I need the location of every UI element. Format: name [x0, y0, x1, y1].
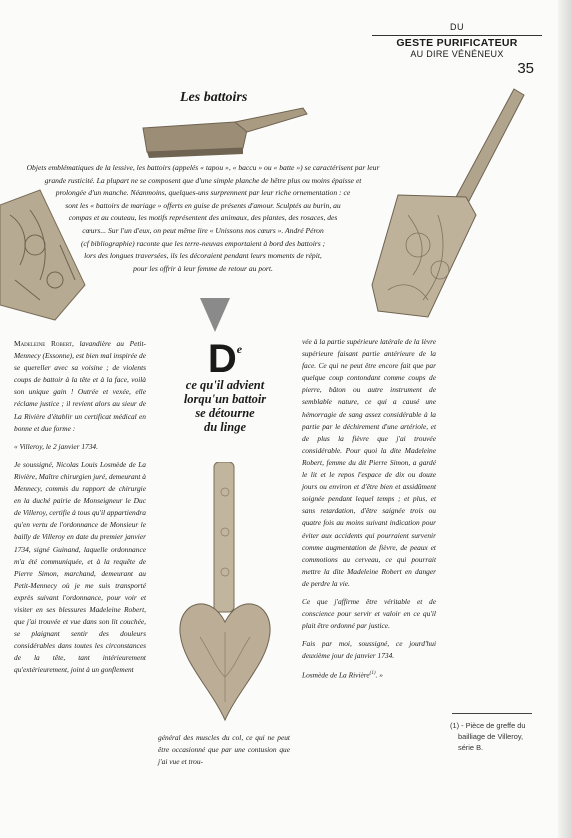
col3-signature-end: . » [375, 670, 383, 680]
footnote-ref: (1) [369, 671, 376, 677]
page-number: 35 [517, 60, 534, 77]
footnote-line-1: (1) - Pièce de greffe du [450, 721, 526, 730]
header-line-1: DU [450, 22, 464, 32]
heart-battoir-photo [170, 462, 280, 727]
footnote-line-3: série B. [458, 743, 484, 752]
intro-line: lors des longues traversées, ils les décoraient pendant leurs moments de répit, [84, 251, 322, 261]
col3-paragraph-3: Fais par moi, soussigné, ce jourd'hui deuxième jour de janvier 1734. [302, 639, 436, 661]
headline-drop-rest: e [236, 342, 243, 356]
intro-line: (cf bibliographie) raconte que les terre-neuvas emportaient à bord des battoirs ; [80, 238, 326, 248]
section-title: Les battoirs [180, 90, 248, 105]
intro-line: sont les « battoirs de mariage » offerts en guise de présents d'amour. Sculptés au burin, au [65, 200, 341, 210]
headline-line-3: se détourne [195, 406, 255, 420]
col3-signature-name: Losmède de La Rivière [302, 670, 370, 680]
intro-line: grande rusticité. La plupart ne se composent que d'une simple planche de hêtre plus ou moins épaisse et [44, 175, 362, 185]
col2-paragraph-1: général des muscles du col, ce qui ne peut être occasionné que par une contusion que j'ai vue et trou- [158, 733, 290, 767]
footnote-line-2: bailliage de Villeroy, [458, 732, 524, 741]
article-headline [160, 337, 290, 434]
running-header [372, 22, 542, 59]
footnote [450, 720, 550, 753]
long-battoir-photo-right [368, 85, 528, 325]
battoir-photo-top [135, 100, 310, 160]
header-line-2: GESTE PURIFICATEUR [396, 37, 518, 49]
headline-drop-cap: D [207, 337, 237, 381]
header-line-3: AU DIRE VÉNÉNEUX [410, 49, 504, 59]
col1-paragraph-1 [14, 338, 146, 435]
col1-date: « Villeroy, le 2 janvier 1734. [14, 441, 98, 451]
intro-paragraph [18, 162, 388, 275]
column-2-bottom [158, 732, 290, 774]
intro-line: Objets emblématiques de la lessive, les battoirs (appelés « tapou », « baccu » ou « batte ») se caractérisent par leur [26, 163, 380, 172]
intro-line: compas et au couteau, les motifs représentent des animaux, des plantes, des rosaces, des [68, 213, 338, 223]
col3-signature [302, 668, 436, 682]
down-triangle-icon [200, 298, 230, 332]
col3-paragraph-2: Ce que j'affirme être véritable et de conscience pour servir et valoir en ce qu'il plait être ordonné par justice. [302, 596, 436, 631]
col1-name: Madeleine Robert [14, 339, 72, 348]
col1-p1-text: , lavandière au Petit-Mennecy (Essonne), est bien mal inspirée de se quereller avec sa voisine ; de violents coups de battoir à la tête et à la face, voilà son unique gain ! Outrée et vexée, elle réclame justice ; il revient alors au sieur de La Rivière d'établir un certificat médical en bonne et due forme : [14, 339, 146, 433]
col1-paragraph-3: Je soussigné, Nicolas Louis Losmède de La Rivière, Maître chirurgien juré, demeurant à Mennecy, commis du rapport de chirurgie en la duché pairie de Monseigneur le Duc de Villeroy, certifie à tous qu'il appartiendra qu'en vertu de l'ordonnance de Monsieur le bailly de Villeroy en date du premier janvier 1734, signé Guinand, laquelle ordonnance m'a été communiquée, et à la requête de Pierre Simon, marchand, demeurant au Petit-Mennecy où je me suis transporté exprès suivant l'ordonnance, pour voir et visiter en ses blessures Madeleine Robert, que j'ai trouvée et vue dans son lit couchée, se plaignant sentir des douleurs considérables dans toutes les circonstances de la tête, tant intérieurement qu'extérieurement, joint à un gonflement [14, 459, 146, 675]
page-spine-shadow [558, 0, 572, 838]
intro-line: prolongée d'un manche. Néanmoins, quelques-uns surprennent par leur riche ornementation : ce [55, 188, 351, 198]
headline-line-4: du linge [203, 420, 247, 434]
col3-paragraph-1: vée à la partie supérieure latérale de la lèvre supérieure faisant partie antérieure de la face. Ce qui ne peut être encore fait que par quelque coup contondant comme coups de pierre, bâton ou autre instrument de semblable nature, ce qui a causé une hémorragie de sang assez considérable à la partie par le déchirement d'une artériole, et de plus la fièvre que j'ai trouvée considérable. Pour quoi la dite Madeleine Robert, femme du dit Pierre Simon, a gardé le lit et le repos l'espace de dix ou douze jours ou environ et d'être bien et assidûment soignée pendant lequel temps ; et plus, et sans retardation, d'être saignée trois ou quatre fois au moins suivant indication pour éviter aux accidents qui pourraient survenir comme augmentation de fièvre, de peaux et commotions au cerveau, ce qui pourrait mettre la dite Madeleine Robert en danger de perdre la vie. [302, 337, 436, 588]
headline-line-2: lorqu'un battoir [183, 392, 267, 406]
column-3 [302, 336, 436, 688]
header-rule [372, 35, 542, 36]
intro-line: pour les offrir à leur femme de retour au port. [133, 263, 273, 273]
column-1 [14, 338, 146, 683]
intro-line: cœurs... Sur l'un d'eux, on peut même lire « Unissons nos cœurs ». André Péron [82, 225, 324, 235]
headline-line-1: ce qu'il advient [185, 378, 265, 392]
footnote-rule [452, 713, 532, 714]
